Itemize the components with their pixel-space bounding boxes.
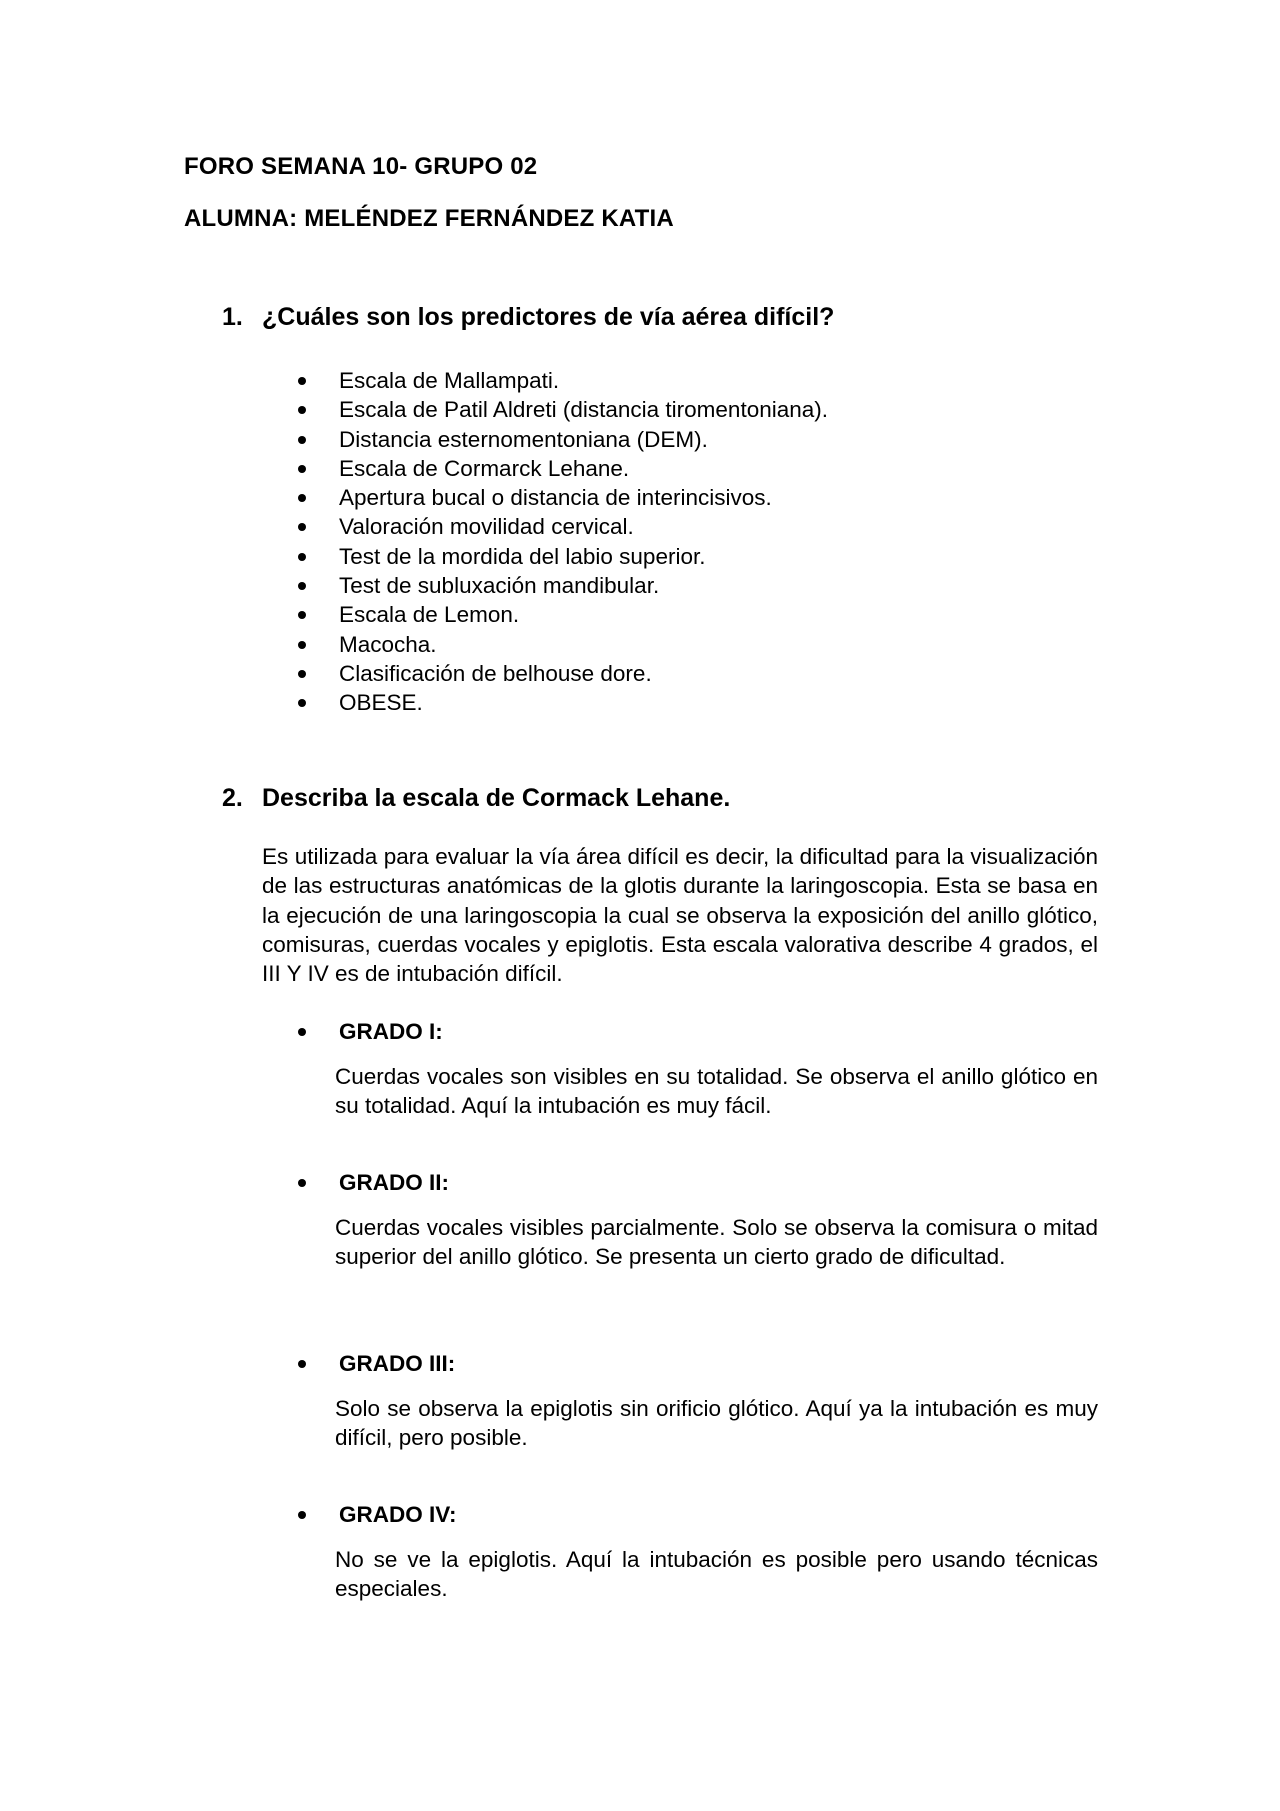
bullet-icon <box>298 553 306 561</box>
question-2-heading <box>222 784 730 813</box>
bullet-icon <box>298 582 306 590</box>
bullet-icon <box>298 406 306 414</box>
grade-1-description: Cuerdas vocales son visibles en su totalidad. Se observa el anillo glótico en su totalidad. Aquí la intubación es muy fácil. <box>335 1064 1098 1119</box>
list-item <box>293 425 828 454</box>
list-item-text: Escala de Cormarck Lehane. <box>339 455 630 481</box>
grade-label: GRADO II: <box>339 1170 449 1195</box>
list-item <box>293 659 828 688</box>
document-title: FORO SEMANA 10- GRUPO 02 <box>184 153 538 180</box>
question-number: 2. <box>222 784 243 812</box>
grade-3-heading <box>293 1349 455 1378</box>
list-item-text: Clasificación de belhouse dore. <box>339 660 652 686</box>
question-1-heading <box>222 303 834 332</box>
list-item <box>293 454 828 483</box>
list-item <box>293 483 828 512</box>
bullet-icon <box>298 436 306 444</box>
list-item <box>293 571 828 600</box>
list-item-text: Escala de Mallampati. <box>339 368 560 393</box>
list-item-text: Valoración movilidad cervical. <box>339 514 634 540</box>
question-title: ¿Cuáles son los predictores de vía aérea difícil? <box>262 303 835 331</box>
student-name: ALUMNA: MELÉNDEZ FERNÁNDEZ KATIA <box>184 205 674 232</box>
bullet-icon <box>298 1360 306 1368</box>
bullet-icon <box>298 1179 306 1187</box>
list-item <box>293 542 828 571</box>
list-item-text: OBESE. <box>339 690 423 716</box>
list-item-text: Test de subluxación mandibular. <box>339 573 660 599</box>
list-item <box>293 600 828 629</box>
question-title: Describa la escala de Cormack Lehane. <box>262 784 731 812</box>
list-item <box>293 512 828 541</box>
bullet-icon <box>298 494 306 502</box>
bullet-icon <box>298 1028 306 1036</box>
bullet-icon <box>298 641 306 649</box>
grade-2-heading <box>293 1168 449 1197</box>
list-item-text: Escala de Lemon. <box>339 602 520 628</box>
list-item-text: Distancia esternomentoniana (DEM). <box>339 426 708 452</box>
cormack-intro-paragraph: Es utilizada para evaluar la vía área difícil es decir, la dificultad para la visualización de las estructuras anatómicas de la glotis durante la laringoscopia. Esta se basa en la ejecución de una laringoscopia la cual se observa la exposición del anillo glótico, comisuras, cuerdas vocales y epiglotis. Esta escala valorativa describe 4 grados, el III Y IV es de intubación difícil. <box>262 844 1098 987</box>
bullet-icon <box>298 699 306 707</box>
list-item-text: Test de la mordida del labio superior. <box>339 543 706 569</box>
bullet-icon <box>298 1511 306 1519</box>
grade-4-description: No se ve la epiglotis. Aquí la intubación es posible pero usando técnicas especiales. <box>335 1547 1098 1602</box>
grade-4-heading <box>293 1500 457 1529</box>
list-item <box>293 395 828 424</box>
bullet-icon <box>298 523 306 531</box>
list-item-text: Escala de Patil Aldreti (distancia tiromentoniana). <box>339 397 829 423</box>
bullet-icon <box>298 611 306 619</box>
grade-label: GRADO III: <box>339 1351 456 1376</box>
bullet-icon <box>298 670 306 678</box>
grade-label: GRADO I: <box>339 1019 443 1044</box>
list-item-text: Apertura bucal o distancia de interincisivos. <box>339 485 772 511</box>
bullet-icon <box>298 465 306 473</box>
bullet-icon <box>298 377 306 385</box>
list-item-text: Macocha. <box>339 631 437 657</box>
list-item <box>293 630 828 659</box>
list-item <box>293 366 828 395</box>
grade-label: GRADO IV: <box>339 1502 457 1527</box>
list-item <box>293 688 828 717</box>
predictors-list <box>293 366 828 718</box>
question-number: 1. <box>222 303 243 331</box>
grade-1-heading <box>293 1017 443 1046</box>
grade-3-description: Solo se observa la epiglotis sin orificio glótico. Aquí ya la intubación es muy difícil, pero posible. <box>335 1396 1098 1451</box>
grade-2-description: Cuerdas vocales visibles parcialmente. Solo se observa la comisura o mitad superior del anillo glótico. Se presenta un cierto grado de dificultad. <box>335 1215 1098 1270</box>
